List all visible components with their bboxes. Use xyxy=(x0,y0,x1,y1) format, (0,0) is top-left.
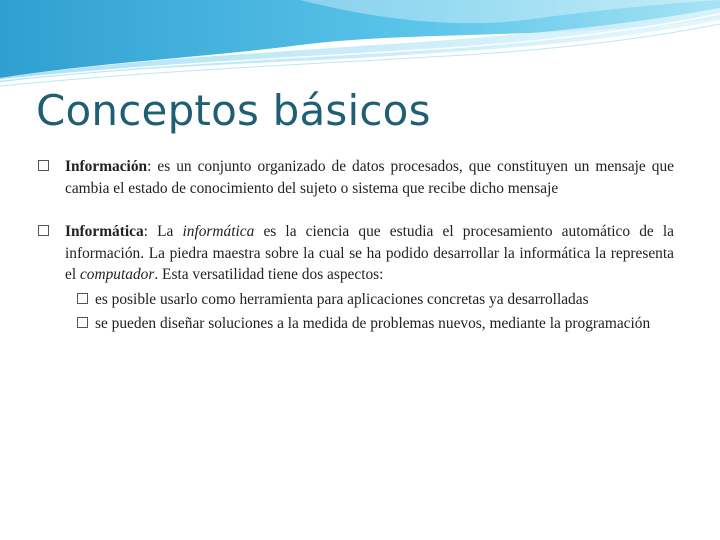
bullet-item-informatica xyxy=(38,221,674,286)
square-bullet-icon xyxy=(77,317,88,328)
header-wave-decoration xyxy=(0,0,720,90)
definition-informacion: : es un conjunto organizado de datos procesados, que constituyen un mensaje que cambia el estado de conocimiento del sujeto o sistema que recibe dicho mensaje xyxy=(65,158,674,197)
term-informatica: Informática xyxy=(65,223,144,240)
sub-bullet-item xyxy=(38,313,674,335)
definition-part: es la ciencia que estudia el procesamiento automático de la información. La piedra maestra sobre la cual se ha podido desarrollar la informática la representa el xyxy=(65,223,674,283)
definition-italic-computador: computador xyxy=(79,266,155,283)
definition-part: : La xyxy=(143,223,183,240)
bullet-item-informacion xyxy=(38,156,674,199)
term-informacion: Información xyxy=(65,158,148,175)
sub-bullet-item xyxy=(38,289,674,311)
definition-part: . Esta versatilidad tiene dos aspectos: xyxy=(154,266,384,283)
slide-title: Conceptos básicos xyxy=(36,86,431,135)
square-bullet-icon xyxy=(38,225,49,236)
slide-content xyxy=(38,156,674,335)
definition-italic-informatica: informática xyxy=(182,223,255,240)
square-bullet-icon xyxy=(77,293,88,304)
sub-bullet-text: es posible usarlo como herramienta para aplicaciones concretas ya desarrolladas xyxy=(95,290,589,308)
square-bullet-icon xyxy=(38,160,49,171)
sub-bullet-text: se pueden diseñar soluciones a la medida de problemas nuevos, mediante la programación xyxy=(95,315,651,332)
